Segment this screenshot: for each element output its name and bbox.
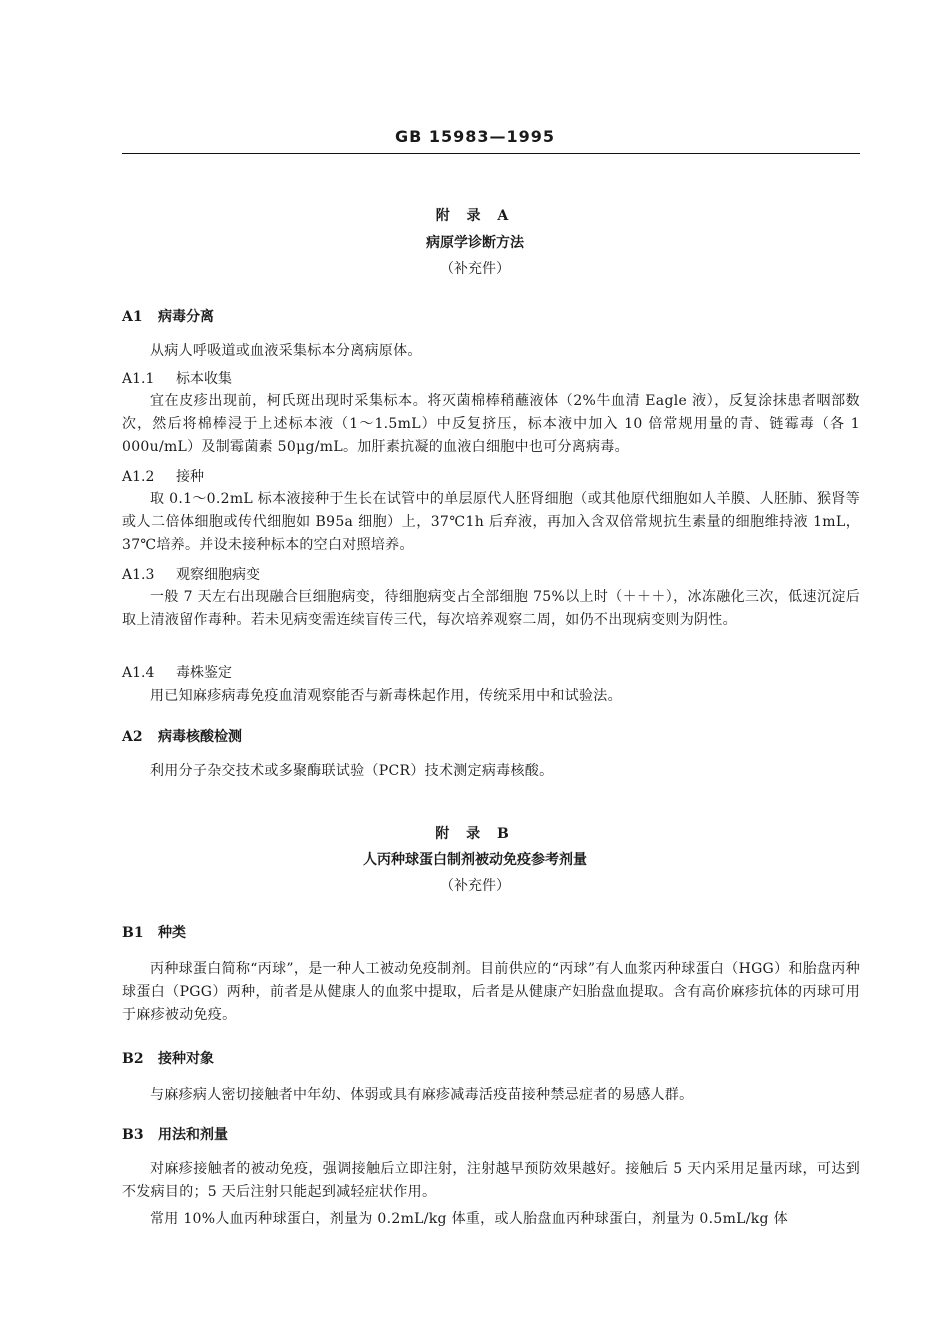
- section-number: B3: [122, 1127, 144, 1143]
- section-title: 病毒分离: [158, 309, 214, 325]
- section-a1-text: 从病人呼吸道或血液采集标本分离病原体。: [150, 343, 422, 359]
- section-b2-heading: [122, 1048, 214, 1068]
- section-a1-4-text: 用已知麻疹病毒免疫血清观察能否与新毒株起作用，传统采用中和试验法。: [150, 688, 622, 704]
- section-b1-text: 丙种球蛋白简称“丙球”，是一种人工被动免疫制剂。目前供应的“丙球”有人血浆丙种球蛋白（HGG）和胎盘丙种球蛋白（PGG）两种，前者是从健康人的血浆中提取，后者是从健康产妇胎盘血提取。含有高价麻疹抗体的丙球可用于麻疹被动免疫。: [122, 961, 860, 1023]
- section-a1-2-text: 取 0.1～0.2mL 标本液接种于生长在试管中的单层原代人胚肾细胞（或其他原代细胞如人羊膜、人胚肺、猴肾等或人二倍体细胞或传代细胞如 B95a 细胞）上，37℃1h 后弃液，再加入含双倍常规抗生素量的细胞维持液 1mL，37℃培养。并设未接种标本的空白对照培养。: [122, 491, 860, 553]
- section-a1-1-heading: [122, 368, 232, 388]
- section-number: A1.1: [122, 371, 155, 387]
- appendix-a-title: 病原学诊断方法: [426, 235, 524, 251]
- section-b3-text-continued: 常用 10%人血丙种球蛋白，剂量为 0.2mL/kg 体重，或人胎盘血丙种球蛋白，剂量为 0.5mL/kg 体: [150, 1211, 788, 1227]
- section-title: 接种: [176, 469, 204, 485]
- appendix-b-title: 人丙种球蛋白制剂被动免疫参考剂量: [363, 852, 587, 868]
- section-b3-text: 对麻疹接触者的被动免疫，强调接触后立即注射，注射越早预防效果越好。接触后 5 天内采用足量丙球，可达到不发病目的；5 天后注射只能起到减轻症状作用。: [122, 1161, 860, 1200]
- section-a1-4-heading: [122, 662, 232, 682]
- section-number: A1.3: [122, 567, 155, 583]
- section-a2-text: 利用分子杂交技术或多聚酶联试验（PCR）技术测定病毒核酸。: [150, 763, 554, 779]
- section-number: A1.4: [122, 665, 155, 681]
- section-a1-2-heading: [122, 466, 204, 486]
- section-title: 毒株鉴定: [176, 665, 232, 681]
- appendix-a-note: （补充件）: [440, 261, 510, 277]
- section-number: A1: [122, 309, 143, 325]
- section-a1-3-text: 一般 7 天左右出现融合巨细胞病变，待细胞病变占全部细胞 75%以上时（＋＋＋），冰冻融化三次，低速沉淀后取上清液留作毒种。若未见病变需连续盲传三代，每次培养观察二周，如仍不出现病变则为阴性。: [122, 589, 860, 628]
- section-number: B1: [122, 925, 144, 941]
- section-title: 观察细胞病变: [176, 567, 260, 583]
- section-a1-heading: [122, 306, 214, 326]
- section-number: A1.2: [122, 469, 155, 485]
- section-a1-1-text: 宜在皮疹出现前，柯氏斑出现时采集标本。将灭菌棉棒稍蘸液体（2%牛血清 Eagle 液），反复涂抹患者咽部数次，然后将棉棒浸于上述标本液（1～1.5mL）中反复挤压，标本液中加入 10 倍常规用量的青、链霉毒（各 1 000u/mL）及制霉菌素 50μg/mL。加肝素抗凝的血液白细胞中也可分离病毒。: [122, 393, 860, 455]
- section-b1-heading: [122, 922, 186, 942]
- section-title: 用法和剂量: [158, 1127, 228, 1143]
- section-a2-heading: [122, 726, 242, 746]
- section-b3-heading: [122, 1124, 228, 1144]
- appendix-b-note: （补充件）: [440, 878, 510, 894]
- section-title: 标本收集: [176, 371, 232, 387]
- appendix-b-label: 附 录 B: [435, 826, 515, 842]
- section-a1-3-heading: [122, 564, 260, 584]
- header-rule: [122, 153, 860, 154]
- section-b2-text: 与麻疹病人密切接触者中年幼、体弱或具有麻疹减毒活疫苗接种禁忌症者的易感人群。: [150, 1087, 694, 1103]
- section-number: B2: [122, 1051, 144, 1067]
- appendix-a-label: 附 录 A: [435, 208, 515, 224]
- section-title: 接种对象: [158, 1051, 214, 1067]
- section-number: A2: [122, 729, 143, 745]
- standard-number: GB 15983—1995: [394, 127, 556, 146]
- section-title: 种类: [158, 925, 186, 941]
- section-title: 病毒核酸检测: [158, 729, 242, 745]
